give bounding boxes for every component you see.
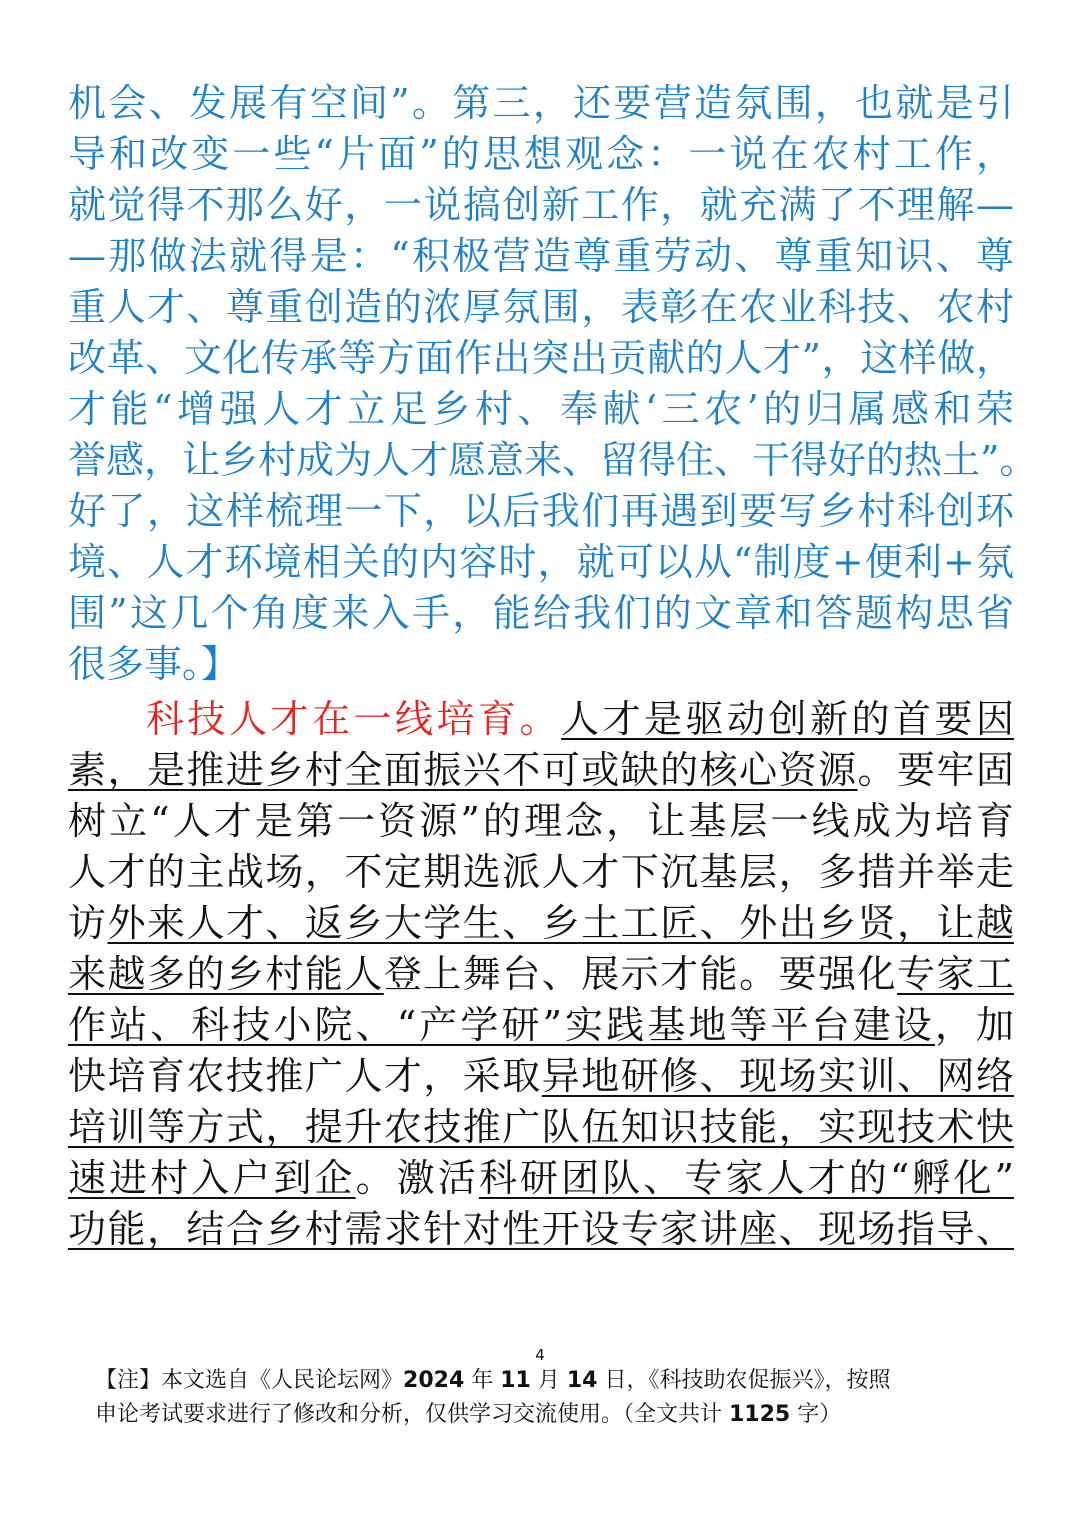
footnote-text: 年	[464, 1368, 501, 1393]
body-line: 人才的主战场，不定期选派人才下沉基层，多措并举走	[68, 850, 1014, 894]
underlined-text: 专家工	[897, 952, 1014, 996]
analysis-line: 很多事。】	[68, 642, 240, 686]
analysis-line: 机会、发展有空间”。第三，还要营造氛围，也就是引	[68, 81, 1014, 125]
underlined-text: 来越多的乡村能人	[68, 952, 384, 996]
footnote-text: 【注】本文选自《人民论坛网》	[95, 1368, 404, 1393]
page-number: 4	[535, 1346, 545, 1364]
body-text: ，加	[934, 1003, 1014, 1047]
underlined-text: 素，是推进乡村全面振兴不可或缺的核心资源	[68, 748, 858, 792]
underlined-text: 功能，结合乡村需求针对性开设专家讲座、现场指导、	[68, 1207, 1014, 1251]
analysis-line: —那做法就得是：“积极营造尊重劳动、尊重知识、尊	[68, 234, 1014, 278]
underlined-text: 人才是驱动创新的首要因	[561, 697, 1014, 741]
body-line	[68, 1051, 1014, 1102]
body-line	[68, 949, 1014, 1000]
body-text: 。激活	[355, 1156, 479, 1200]
underlined-text: 外来人才、返乡大学生、乡土工匠、外出乡贤，让越	[107, 901, 1014, 945]
body-line	[68, 1204, 1014, 1255]
body-text: 快培育农技推广人才，采取	[68, 1054, 542, 1098]
underlined-text: 作站、科技小院、“产学研”实践基地等平台建设	[68, 1003, 935, 1047]
analysis-line: 誉感，让乡村成为人才愿意来、留得住、干得好的热土”。	[68, 438, 1038, 482]
body-text: 登上舞台、展示才能。要强化	[383, 952, 898, 996]
analysis-line: 改革、文化传承等方面作出突出贡献的人才”，这样做，	[68, 336, 1014, 380]
footnote-text: 申论考试要求进行了修改和分析，仅供学习交流使用。（全文共计	[95, 1402, 729, 1427]
footnote-text: 字）	[790, 1402, 842, 1427]
body-line	[68, 1000, 1014, 1051]
analysis-line: 才能“增强人才立足乡村、奉献‘三农’的归属感和荣	[68, 387, 1014, 431]
underlined-text: 速进村入户到企	[68, 1156, 356, 1200]
footnote-text: 日，《科技助农促振兴》，按照	[597, 1368, 891, 1393]
analysis-line: 好了，这样梳理一下，以后我们再遇到要写乡村科创环	[68, 489, 1014, 533]
body-line	[68, 694, 1014, 745]
body-text: 访	[68, 901, 108, 945]
footnote	[95, 1364, 1015, 1432]
footnote-day: 14	[566, 1368, 598, 1393]
body-line	[68, 1153, 1014, 1204]
underlined-text: 培训等方式，提升农技推广队伍知识技能，实现技术快	[68, 1105, 1014, 1149]
analysis-line: 导和改变一些“片面”的思想观念：一说在农村工作，	[68, 132, 1014, 176]
analysis-line: 围”这几个角度来入手，能给我们的文章和答题构思省	[68, 591, 1014, 635]
underlined-text: 异地研修、现场实训、网络	[541, 1054, 1014, 1098]
body-line	[68, 745, 1014, 796]
body-line: 树立“人才是第一资源”的理念，让基层一线成为培育	[68, 799, 1014, 843]
footnote-month: 11	[500, 1368, 531, 1393]
body-text: 。要牢固	[857, 748, 1014, 792]
analysis-line: 境、人才环境相关的内容时，就可以从“制度+便利+氛	[68, 540, 1014, 584]
body-line	[68, 1102, 1014, 1153]
footnote-text: 月	[530, 1368, 567, 1393]
article-content	[68, 78, 1038, 1255]
footnote-word-count: 1125	[729, 1402, 791, 1427]
body-line	[68, 898, 1014, 949]
section-heading: 科技人才在一线培育。	[146, 697, 561, 741]
footnote-year: 2024	[403, 1368, 465, 1393]
analysis-line: 重人才、尊重创造的浓厚氛围，表彰在农业科技、农村	[68, 285, 1014, 329]
analysis-line: 就觉得不那么好，一说搞创新工作，就充满了不理解—	[68, 183, 1014, 227]
underlined-text: 科研团队、专家人才的“孵化”	[478, 1156, 1014, 1200]
